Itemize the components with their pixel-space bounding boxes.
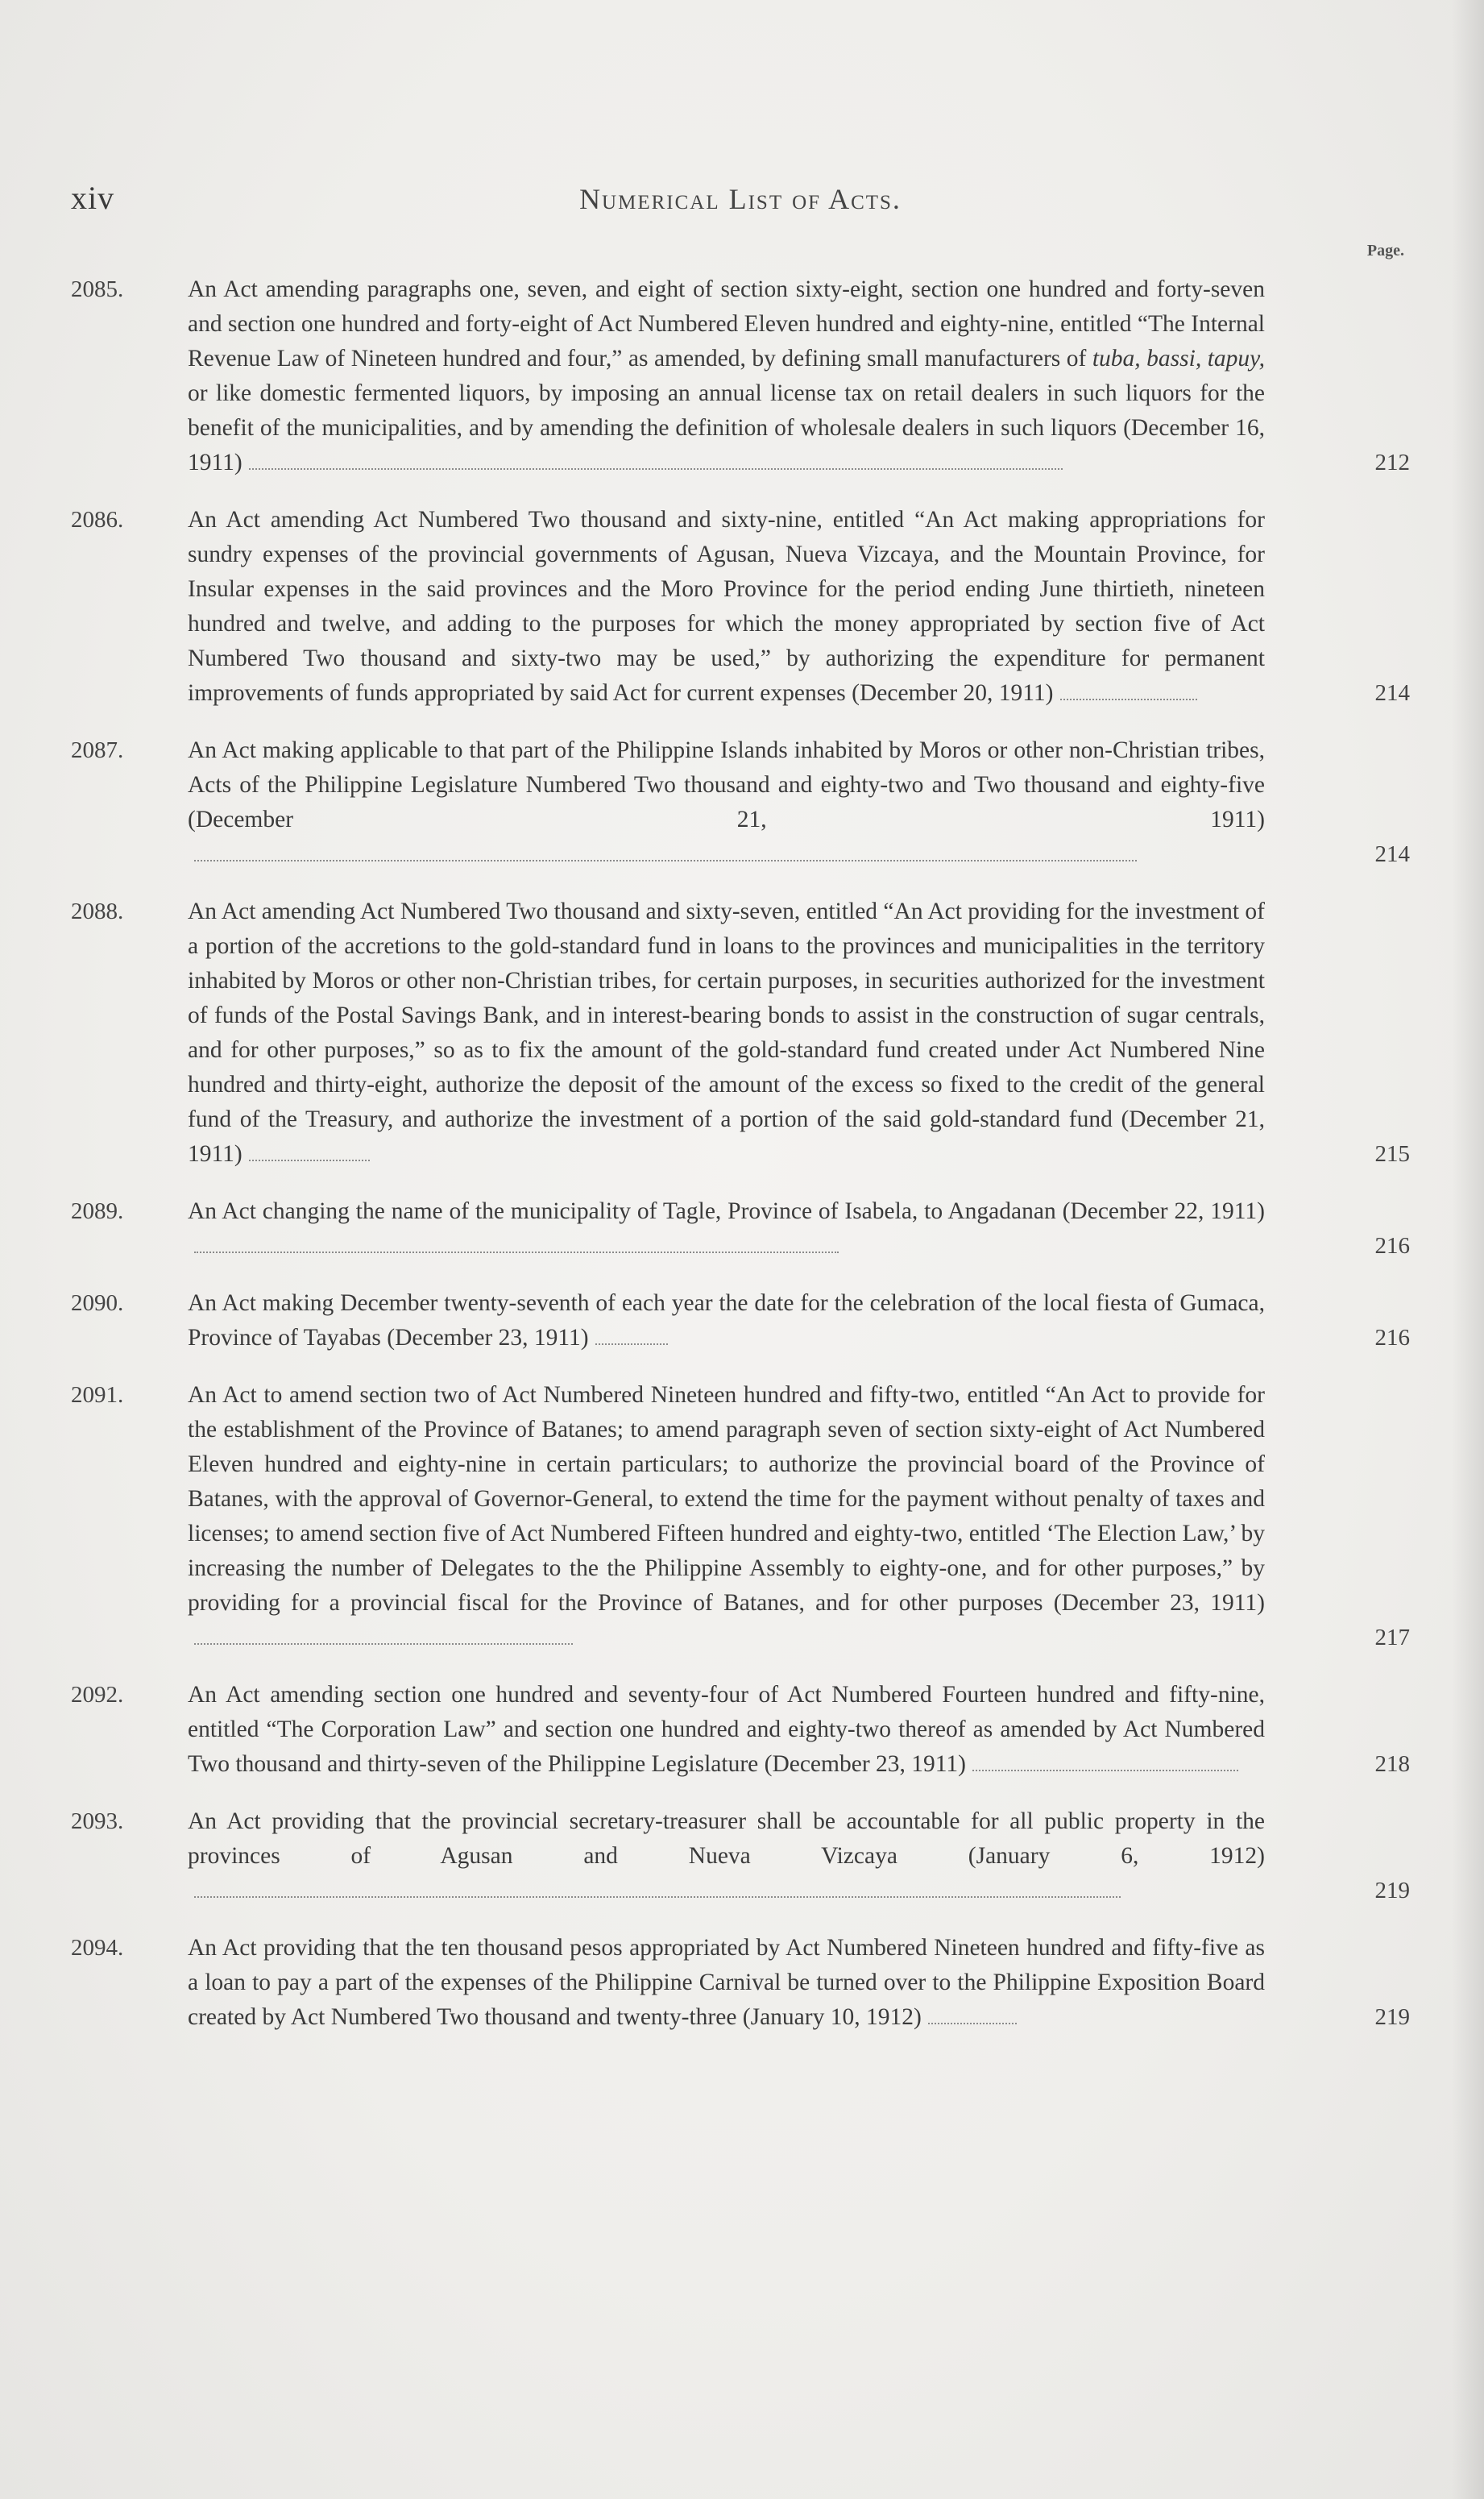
page-column-label: Page.: [1366, 242, 1404, 259]
act-entry-2085: [71, 272, 1410, 480]
act-title-part: An Act amending paragraphs one, seven, and eight of section sixty-eight, section one hundred and forty-seven and section one hundred and forty-eight of Act Numbered Eleven hundred and eighty-nine, entitled “The Internal Revenue Law of Nineteen hundred and four,” as amended, by defining small manufacturers of: [188, 276, 1265, 372]
act-entry-2087: [71, 733, 1410, 872]
act-page-number: 219: [1374, 1878, 1410, 1903]
act-title-part: or like domestic fermented liquors, by imposing an annual license tax on retail dealers in such liquors for the benefit of the municipalities, and by amending the definition of wholesale dealers in such liquors (December 16, 1911): [188, 380, 1265, 475]
page-header: [71, 179, 1410, 227]
act-title-part: An Act providing that the provincial secretary-treasurer shall be accountable for all public property in the provinces of Agusan and Nueva Vizcaya (January 6, 1912): [188, 1808, 1265, 1869]
act-title: [188, 1378, 1265, 1655]
act-title-part: An Act amending section one hundred and seventy-four of Act Numbered Fourteen hundred and fifty-nine, entitled “The Corporation Law” and section one hundred and eighty-two thereof as amended by Act Numbered Two thousand and thirty-seven of the Philippine Legislature (December 23, 1911): [188, 1682, 1265, 1777]
act-title-italic: tuba, bassi, tapuy,: [1092, 346, 1266, 372]
running-head: Numerical List of Acts.: [579, 183, 902, 215]
dot-leader: [595, 1343, 668, 1345]
act-title: [188, 1286, 1265, 1355]
dot-leader: [928, 2023, 1017, 2024]
act-number: 2090.: [71, 1290, 124, 1316]
act-number: 2089.: [71, 1198, 124, 1224]
dot-leader: [249, 468, 1063, 470]
acts-list: [71, 272, 1410, 2057]
act-title: [188, 503, 1265, 711]
act-page-number: 218: [1374, 1751, 1410, 1777]
act-page-number: 216: [1374, 1325, 1410, 1351]
act-number: 2085.: [71, 276, 124, 302]
act-page-number: 214: [1374, 841, 1410, 867]
folio-number: xiv: [71, 180, 115, 216]
act-number: 2091.: [71, 1382, 124, 1408]
act-title-part: An Act to amend section two of Act Numbered Nineteen hundred and fifty-two, entitled “An Act to provide for the establishment of the Province of Batanes; to amend paragraph seven of section sixty-eight of Act Numbered Eleven hundred and eighty-nine in certain particulars; to authorize the provincial board of the Province of Batanes, with the approval of Governor-General, to extend the time for the payment without penalty of taxes and licenses; to amend section five of Act Numbered Fifteen hundred and eighty-two, entitled ‘The Election Law,’ by increasing the number of Delegates to the the Philippine Assembly to eighty-one, and for other purposes,” by providing for a provincial fiscal for the Province of Batanes, and for other purposes (December 23, 1911): [188, 1382, 1265, 1616]
act-entry-2091: [71, 1378, 1410, 1655]
act-number: 2094.: [71, 1935, 124, 1961]
act-page-number: 219: [1374, 2004, 1410, 2030]
act-number: 2087.: [71, 737, 124, 763]
act-title-part: An Act providing that the ten thousand pesos appropriated by Act Numbered Nineteen hundred and fifty-five as a loan to pay a part of the expenses of the Philippine Carnival be turned over to the Philippine Exposition Board created by Act Numbered Two thousand and twenty-three (January 10, 1912): [188, 1935, 1265, 2030]
act-entry-2086: [71, 503, 1410, 711]
act-title: [188, 1804, 1265, 1908]
dot-leader: [1060, 699, 1197, 700]
act-number: 2088.: [71, 899, 124, 924]
act-title: [188, 895, 1265, 1172]
act-entry-2088: [71, 895, 1410, 1172]
page-edge-shadow: [1452, 0, 1484, 2499]
act-entry-2089: [71, 1194, 1410, 1264]
act-page-number: 215: [1374, 1141, 1410, 1167]
act-title-part: An Act making applicable to that part of the Philippine Islands inhabited by Moros or other non-Christian tribes, Acts of the Philippine Legislature Numbered Two thousand and eighty-two and Two thousand and eighty-five (December 21, 1911): [188, 737, 1265, 832]
dot-leader: [194, 1252, 839, 1253]
act-title: [188, 1931, 1265, 2035]
act-title: [188, 272, 1265, 480]
act-entry-2093: [71, 1804, 1410, 1908]
act-page-number: 216: [1374, 1233, 1410, 1259]
act-number: 2093.: [71, 1808, 124, 1834]
act-number: 2086.: [71, 507, 124, 533]
dot-leader: [249, 1160, 370, 1161]
dot-leader: [972, 1770, 1238, 1771]
act-title: [188, 1194, 1265, 1264]
act-entry-2094: [71, 1931, 1410, 2035]
act-page-number: 217: [1374, 1625, 1410, 1650]
dot-leader: [194, 1896, 1121, 1898]
act-title-part: An Act amending Act Numbered Two thousand and sixty-nine, entitled “An Act making appropriations for sundry expenses of the provincial governments of Agusan, Nueva Vizcaya, and the Mountain Province, for Insular expenses in the said provinces and the Moro Province for the period ending June thirtieth, nineteen hundred and twelve, and adding to the purposes for which the money appropriated by section five of Act Numbered Two thousand and sixty-two may be used,” by authorizing the expenditure for permanent improvements of funds appropriated by said Act for current expenses (December 20, 1911): [188, 507, 1265, 706]
act-entry-2092: [71, 1678, 1410, 1782]
act-title-part: An Act changing the name of the municipality of Tagle, Province of Isabela, to Angadanan (December 22, 1911): [188, 1198, 1265, 1224]
dot-leader: [194, 1643, 573, 1645]
act-title-part: An Act amending Act Numbered Two thousand and sixty-seven, entitled “An Act providing for the investment of a portion of the accretions to the gold-standard fund in loans to the provinces and municipalities in the territory inhabited by Moros or other non-Christian tribes, for certain purposes, in securities authorized for the investment of funds of the Postal Savings Bank, and in interest-bearing bonds to assist in the construction of sugar centrals, and for other purposes,” so as to fix the amount of the gold-standard fund created under Act Numbered Nine hundred and thirty-eight, authorize the deposit of the amount of the excess so fixed to the credit of the general fund of the Treasury, and authorize the investment of a portion of the said gold-standard fund (December 21, 1911): [188, 899, 1265, 1167]
act-number: 2092.: [71, 1682, 124, 1708]
act-entry-2090: [71, 1286, 1410, 1355]
act-page-number: 214: [1374, 680, 1410, 706]
act-page-number: 212: [1374, 450, 1410, 475]
act-title: [188, 1678, 1265, 1782]
dot-leader: [194, 860, 1137, 861]
act-title: [188, 733, 1265, 872]
act-title-part: An Act making December twenty-seventh of each year the date for the celebration of the local fiesta of Gumaca, Province of Tayabas (December 23, 1911): [188, 1290, 1265, 1351]
